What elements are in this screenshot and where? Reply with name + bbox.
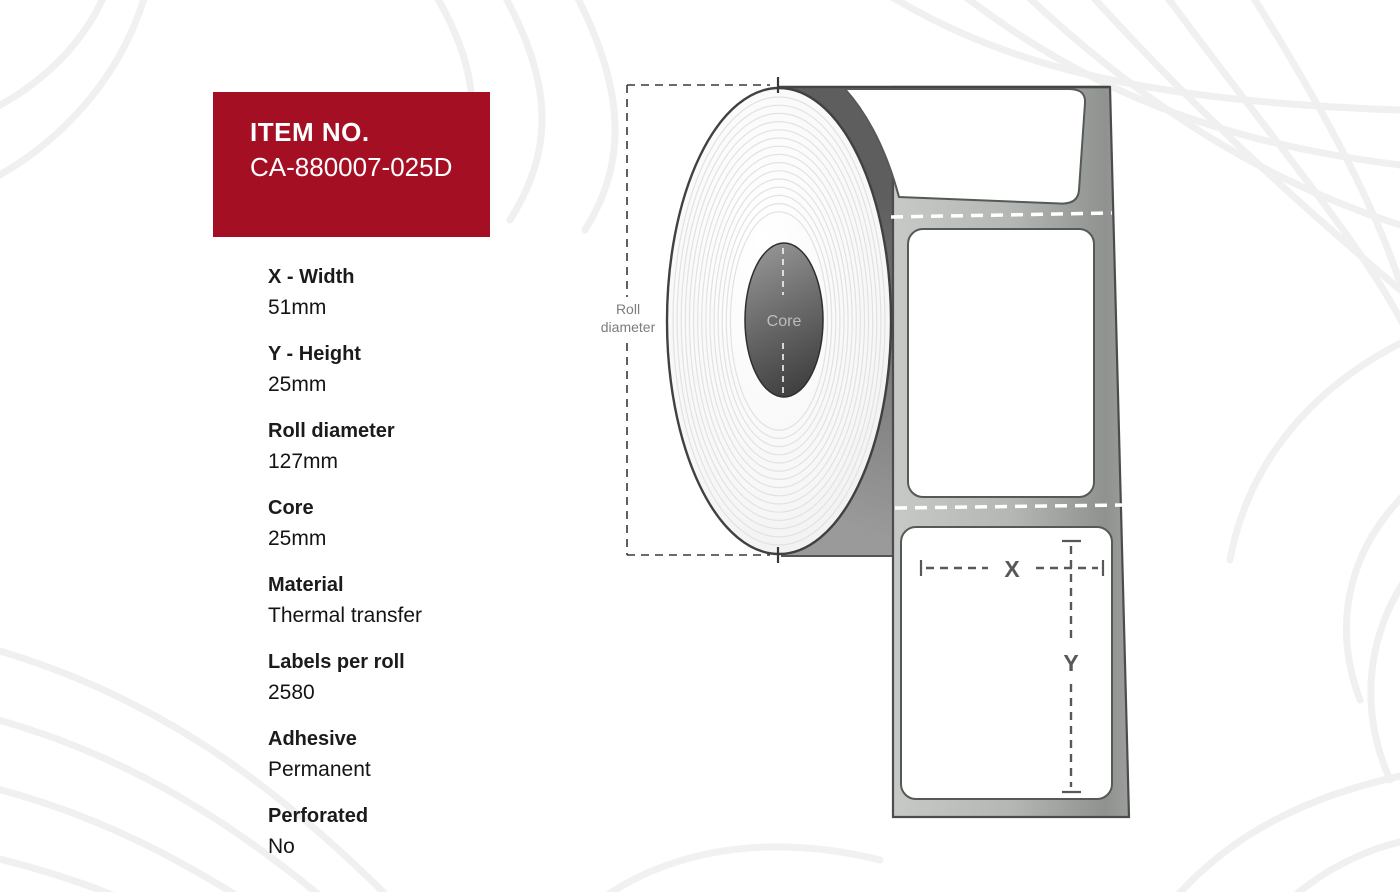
item-number-heading: ITEM NO.	[250, 117, 370, 147]
item-number-value: CA-880007-025D	[250, 152, 453, 182]
spec-value: 127mm	[268, 450, 339, 473]
spec-value: 25mm	[268, 373, 327, 396]
spec-row	[268, 724, 568, 786]
spec-value: 25mm	[268, 527, 327, 550]
spec-label: Material	[268, 574, 344, 596]
spec-row	[268, 570, 568, 632]
roll	[667, 88, 891, 554]
spec-label: Core	[268, 497, 314, 519]
spec-value: Thermal transfer	[268, 604, 423, 627]
spec-row	[268, 262, 568, 324]
x-dimension-label: X	[1004, 556, 1020, 582]
roll-diameter-label-line2: diameter	[600, 319, 656, 335]
spec-row	[268, 339, 568, 401]
spec-value: 2580	[268, 681, 315, 704]
spec-label: Labels per roll	[268, 651, 405, 673]
spec-value: Permanent	[268, 758, 371, 781]
spec-label: Y - Height	[268, 343, 361, 365]
spec-value: No	[268, 835, 295, 858]
y-dimension-label: Y	[1063, 650, 1079, 676]
roll-diameter-label-line1: Roll	[615, 301, 641, 317]
spec-row	[268, 493, 568, 555]
spec-label: X - Width	[268, 266, 355, 288]
core-label: Core	[766, 313, 802, 330]
spec-label: Adhesive	[268, 728, 357, 750]
spec-label: Perforated	[268, 805, 369, 827]
label-middle	[908, 229, 1094, 497]
spec-row	[268, 801, 568, 863]
spec-value: 51mm	[268, 296, 327, 319]
item-number-card	[213, 92, 490, 237]
spec-row	[268, 416, 568, 478]
spec-list	[268, 262, 568, 878]
spec-row	[268, 647, 568, 709]
spec-label: Roll diameter	[268, 420, 395, 442]
roll-diameter-label	[601, 301, 656, 335]
